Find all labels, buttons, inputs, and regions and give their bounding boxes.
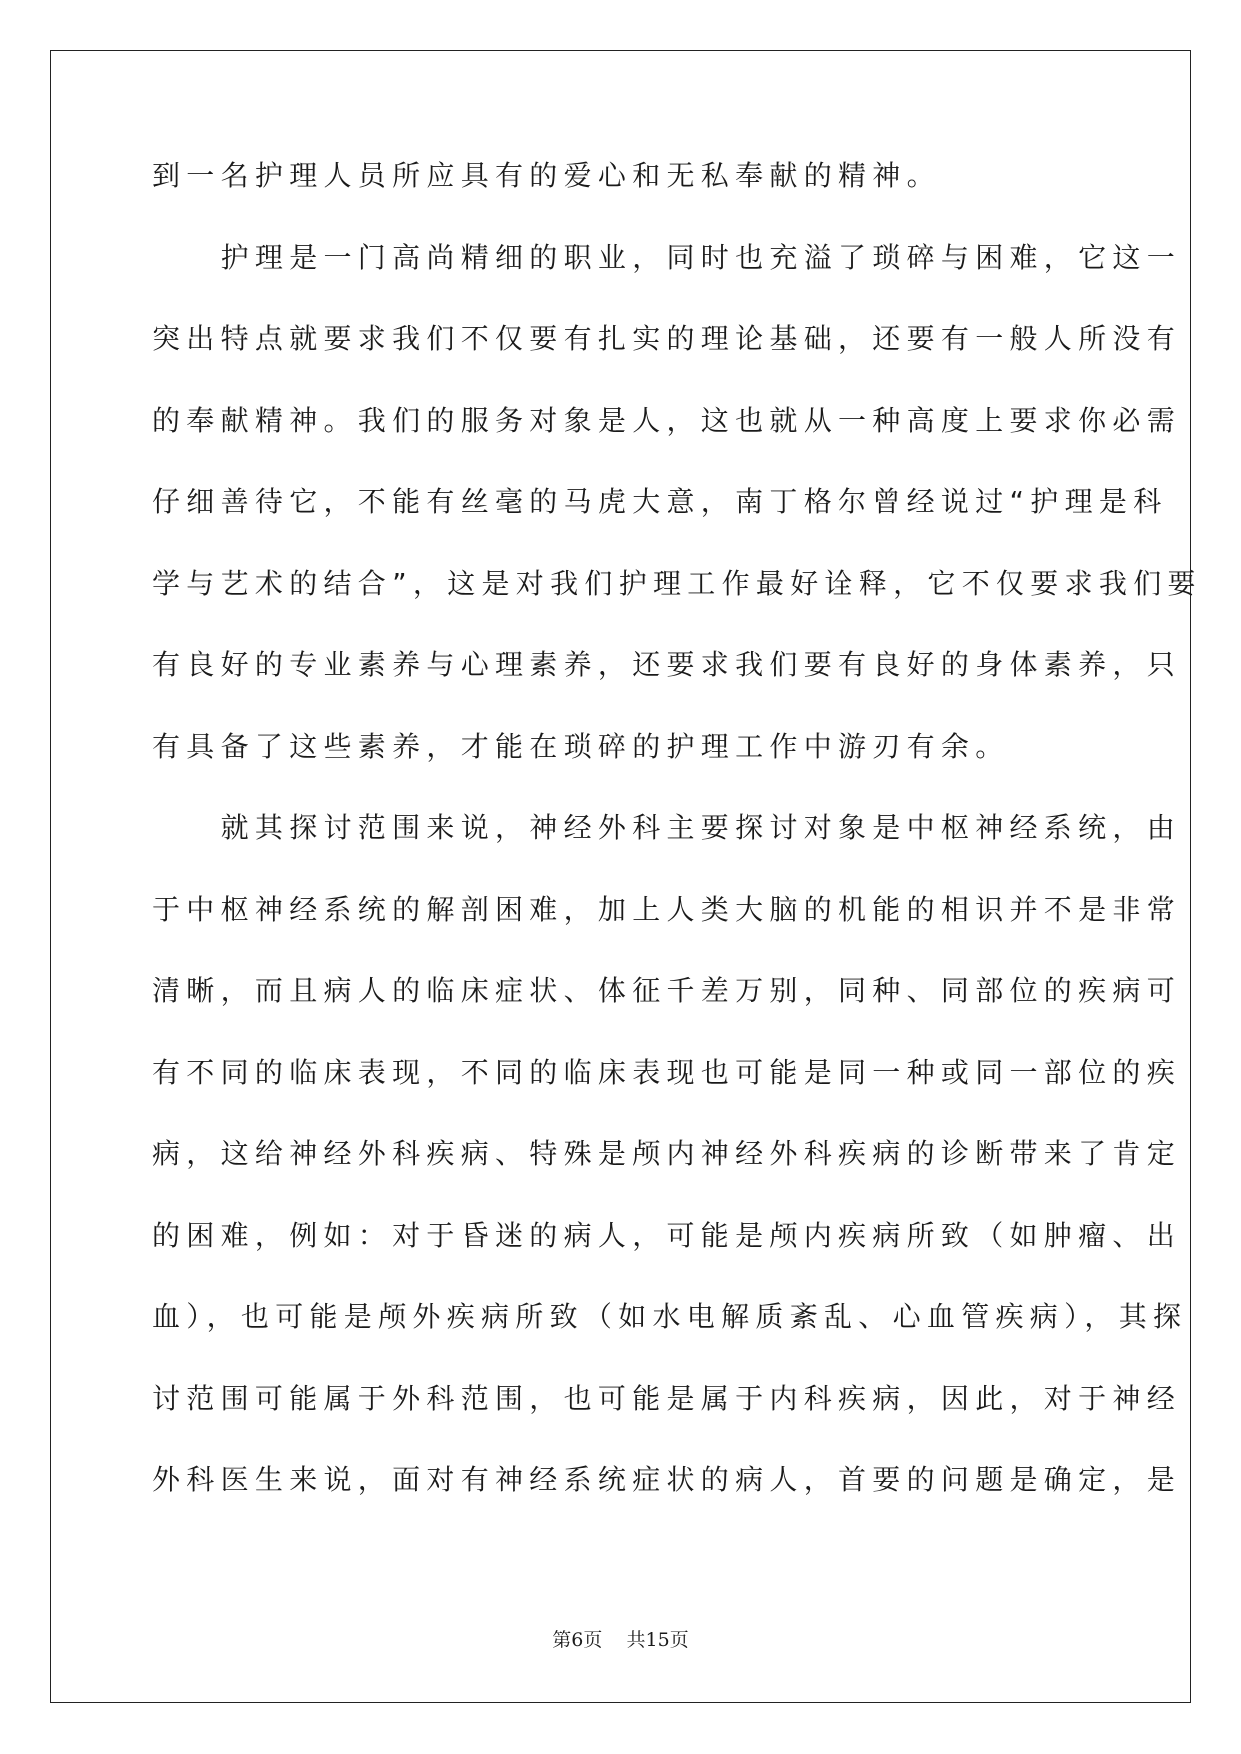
text-line: 外科医生来说，面对有神经系统症状的病人，首要的问题是确定，是: [152, 1463, 1182, 1496]
text-line: 有不同的临床表现，不同的临床表现也可能是同一种或同一部位的疾: [152, 1055, 1182, 1089]
text-line: 突出特点就要求我们不仅要有扎实的理论基础，还要有一般人所没有: [152, 322, 1182, 355]
page-number: 第6页 共15页: [552, 1629, 689, 1651]
text-line: 有良好的专业素养与心理素养，还要求我们要有良好的身体素养，只: [152, 648, 1182, 681]
text-line: 到一名护理人员所应具有的爱心和无私奉献的精神。: [152, 159, 941, 192]
page-footer: [0, 1625, 1241, 1652]
text-line: 病，这给神经外科疾病、特殊是颅内神经外科疾病的诊断带来了肯定: [152, 1137, 1182, 1170]
text-line: 于中枢神经系统的解剖困难，加上人类大脑的机能的相识并不是非常: [152, 892, 1182, 926]
text-line: 学与艺术的结合”，这是对我们护理工作最好诠释，它不仅要求我们要: [152, 566, 1202, 600]
text-line: 清晰，而且病人的临床症状、体征千差万别，同种、同部位的疾病可: [152, 974, 1182, 1007]
text-line: 的奉献精神。我们的服务对象是人，这也就从一种高度上要求你必需: [152, 403, 1182, 437]
text-line: 护理是一门高尚精细的职业，同时也充溢了琐碎与困难，它这一: [152, 240, 1182, 274]
text-line: 就其探讨范围来说，神经外科主要探讨对象是中枢神经系统，由: [152, 811, 1182, 844]
text-line: 仔细善待它，不能有丝毫的马虎大意，南丁格尔曾经说过“护理是科: [152, 485, 1168, 518]
text-line: 血），也可能是颅外疾病所致（如水电解质紊乱、心血管疾病），其探: [152, 1300, 1188, 1333]
text-line: 有具备了这些素养，才能在琐碎的护理工作中游刃有余。: [152, 729, 1010, 763]
text-line: 的困难，例如：对于昏迷的病人，可能是颅内疾病所致（如肿瘤、出: [152, 1218, 1182, 1252]
text-line: 讨范围可能属于外科范围，也可能是属于内科疾病，因此，对于神经: [152, 1381, 1182, 1415]
document-body: [152, 159, 1202, 1546]
